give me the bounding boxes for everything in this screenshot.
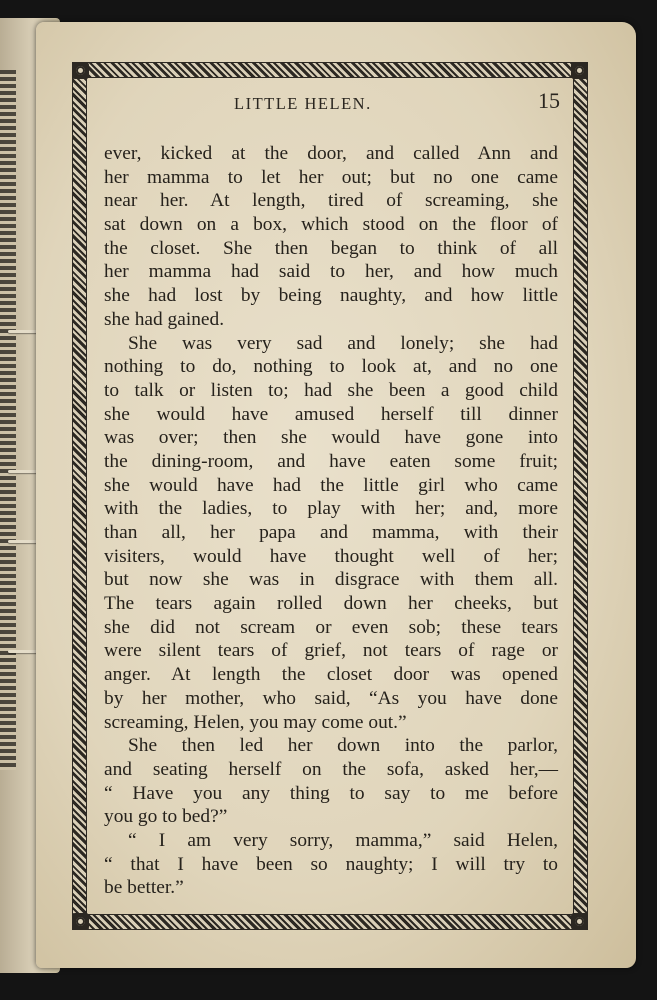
- text-line: ever, kicked at the door, and called Ann and: [104, 143, 558, 164]
- text-line: she would have had the little girl who came: [104, 474, 558, 496]
- facing-page-border: [0, 70, 16, 770]
- text-line: were silent tears of grief, not tears of rage or: [104, 640, 558, 662]
- text-line: the dining-room, and have eaten some fruit;: [104, 450, 558, 472]
- text-line: screaming, Helen, you may come out.”: [104, 711, 407, 733]
- text-line: “ Have you any thing to say to me before: [104, 782, 558, 804]
- text-line: by her mother, who said, “As you have done: [104, 687, 558, 709]
- body-text: [104, 142, 558, 900]
- text-line: her mamma had said to her, and how much: [104, 261, 558, 283]
- text-line: “ I am very sorry, mamma,” said Helen,: [128, 829, 558, 851]
- text-line: nothing to do, nothing to look at, and no one: [104, 356, 558, 378]
- page-number: 15: [538, 88, 560, 113]
- text-line: you go to bed?”: [104, 806, 228, 828]
- text-line: visiters, would have thought well of her;: [104, 545, 558, 567]
- corner-ornament-icon: [571, 62, 588, 79]
- corner-ornament-icon: [72, 62, 89, 79]
- running-title: LITTLE HELEN.: [234, 94, 372, 113]
- corner-ornament-icon: [571, 913, 588, 930]
- text-line: her mamma to let her out; but no one came: [104, 166, 558, 188]
- text-line: the closet. She then began to think of all: [104, 237, 558, 259]
- text-line: with the ladies, to play with her; and, more: [104, 498, 558, 520]
- text-line: anger. At length the closet door was opened: [104, 664, 558, 686]
- text-line: and seating herself on the sofa, asked her,—: [104, 758, 558, 780]
- text-line: she had lost by being naughty, and how little: [104, 285, 558, 307]
- text-line: She then led her down into the parlor,: [128, 735, 558, 757]
- text-line: than all, her papa and mamma, with their: [104, 522, 558, 543]
- text-line: she did not scream or even sob; these tears: [104, 616, 558, 638]
- text-line: she would have amused herself till dinner: [104, 403, 558, 425]
- text-line: sat down on a box, which stood on the floor of: [104, 214, 558, 236]
- text-line: She was very sad and lonely; she had: [128, 332, 558, 354]
- text-line: to talk or listen to; had she been a good child: [104, 379, 558, 401]
- text-line: near her. At length, tired of screaming, she: [104, 190, 558, 212]
- text-line: The tears again rolled down her cheeks, but: [104, 593, 558, 615]
- text-line: be better.”: [104, 877, 184, 899]
- page-header: [100, 88, 560, 118]
- text-line: “ that I have been so naughty; I will try to: [104, 853, 558, 875]
- text-line: was over; then she would have gone into: [104, 427, 558, 449]
- corner-ornament-icon: [72, 913, 89, 930]
- text-line: but now she was in disgrace with them all.: [104, 569, 558, 591]
- text-line: she had gained.: [104, 308, 225, 330]
